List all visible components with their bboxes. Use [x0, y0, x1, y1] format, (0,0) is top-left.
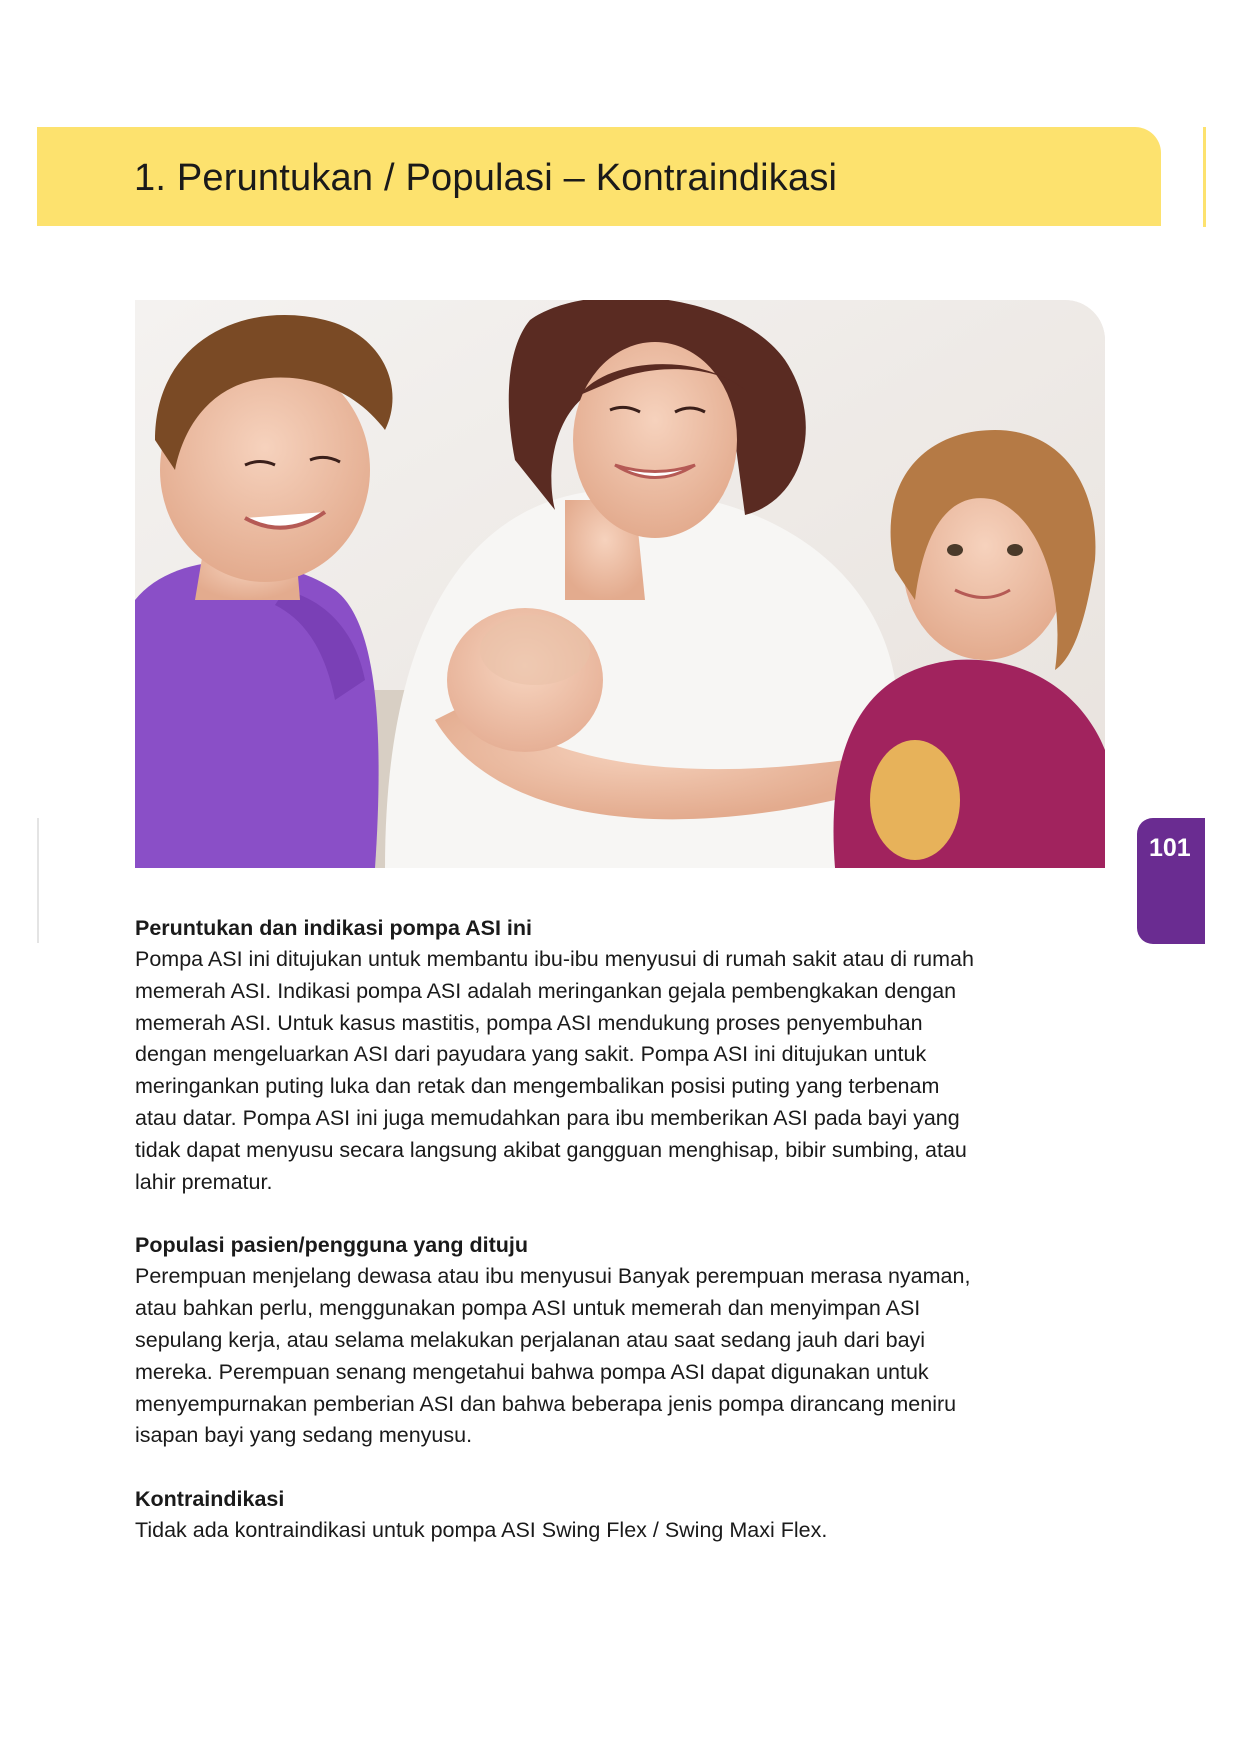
- page-number-tab: [1137, 818, 1205, 944]
- section-indications: [135, 912, 1095, 1198]
- section-paragraph: Perempuan menjelang dewasa atau ibu menyusui Banyak perempuan merasa nyaman, atau bahkan perlu, menggunakan pompa ASI untuk memerah dan menyimpan ASI sepulang kerja, atau selama melakukan perjalanan atau saat sedang jauh dari bayi mereka. Perempuan senang mengetahui bahwa pompa ASI dapat digunakan untuk menyempurnakan pemberian ASI dan bahwa beberapa jenis pompa dirancang meniru isapan bayi yang sedang menyusu.: [135, 1264, 971, 1448]
- section-population: [135, 1229, 1095, 1452]
- family-photo-illustration: [135, 300, 1105, 868]
- section-heading: Populasi pasien/pengguna yang dituju: [135, 1233, 529, 1258]
- margin-rule: [37, 818, 39, 943]
- section-heading: Kontraindikasi: [135, 1487, 285, 1512]
- section-contraindications: [135, 1483, 1095, 1547]
- section-heading: Peruntukan dan indikasi pompa ASI ini: [135, 916, 533, 940]
- page-number: 101: [1149, 834, 1191, 862]
- page-title: 1. Peruntukan / Populasi – Kontraindikasi: [134, 157, 838, 199]
- family-photo: [135, 300, 1105, 868]
- header-edge-rule: [1203, 127, 1206, 227]
- section-paragraph: Pompa ASI ini ditujukan untuk membantu ibu-ibu menyusui di rumah sakit atau di rumah memerah ASI. Indikasi pompa ASI adalah meringankan gejala pembengkakan dengan memerah ASI. Untuk kasus mastitis, pompa ASI mendukung proses penyembuhan dengan mengeluarkan ASI dari payudara yang sakit. Pompa ASI ini ditujukan untuk meringankan puting luka dan retak dan mengembalikan posisi puting yang terbenam atau datar. Pompa ASI ini juga memudahkan para ibu memberikan ASI pada bayi yang tidak dapat menyusu secara langsung akibat gangguan menghisap, bibir sumbing, atau lahir prematur.: [135, 947, 974, 1194]
- chapter-header: [37, 127, 1161, 226]
- section-paragraph: Tidak ada kontraindikasi untuk pompa ASI Swing Flex / Swing Maxi Flex.: [135, 1518, 828, 1543]
- document-body: [135, 912, 1095, 1578]
